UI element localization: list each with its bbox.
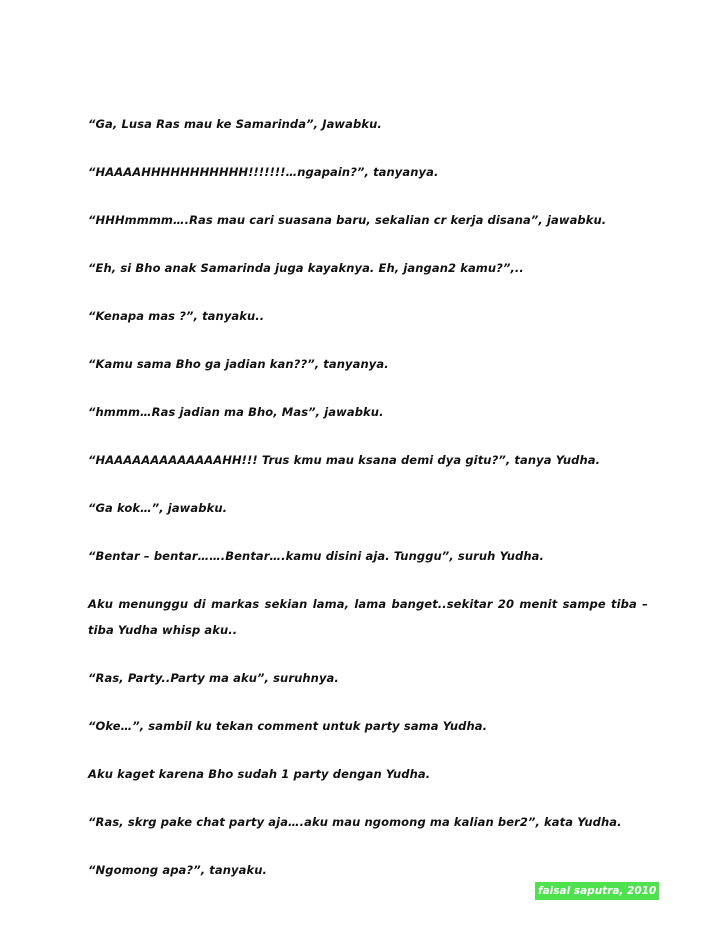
paragraph-3: “HHHmmmm….Ras mau cari suasana baru, sekalian cr kerja disana”, jawabku. (88, 213, 607, 227)
paragraph-6: “Kamu sama Bho ga jadian kan??”, tanyanya. (88, 357, 389, 371)
paragraph-16: “Ngomong apa?”, tanyaku. (88, 863, 267, 877)
paragraph-14: Aku kaget karena Bho sudah 1 party dengan Yudha. (88, 767, 431, 781)
paragraph-5: “Kenapa mas ?”, tanyaku.. (88, 309, 265, 323)
paragraph-1: “Ga, Lusa Ras mau ke Samarinda”, Jawabku. (88, 117, 382, 131)
paragraph-10: “Bentar – bentar…….Bentar….kamu disini aja. Tunggu”, suruh Yudha. (88, 549, 544, 563)
paragraph-8: “HAAAAAAAAAAAAAHH!!! Trus kmu mau ksana demi dya gitu?”, tanya Yudha. (88, 453, 601, 467)
paragraph-15: “Ras, skrg pake chat party aja….aku mau ngomong ma kalian ber2”, kata Yudha. (88, 815, 622, 829)
paragraph-4: “Eh, si Bho anak Samarinda juga kayaknya. Eh, jangan2 kamu?”,.. (88, 261, 524, 275)
paragraph-2: “HAAAAHHHHHHHHHHH!!!!!!!…ngapain?”, tanyanya. (88, 165, 439, 179)
paragraph-13: “Oke…”, sambil ku tekan comment untuk party sama Yudha. (88, 719, 488, 733)
author-footer: faisal saputra, 2010 (535, 882, 659, 900)
paragraph-7: “hmmm…Ras jadian ma Bho, Mas”, jawabku. (88, 405, 384, 419)
paragraph-11: Aku menunggu di markas sekian lama, lama banget..sekitar 20 menit sampe tiba – tiba Yudha whisp aku.. (88, 597, 648, 637)
paragraph-12: “Ras, Party..Party ma aku”, suruhnya. (88, 671, 339, 685)
paragraph-9: “Ga kok…”, jawabku. (88, 501, 228, 515)
